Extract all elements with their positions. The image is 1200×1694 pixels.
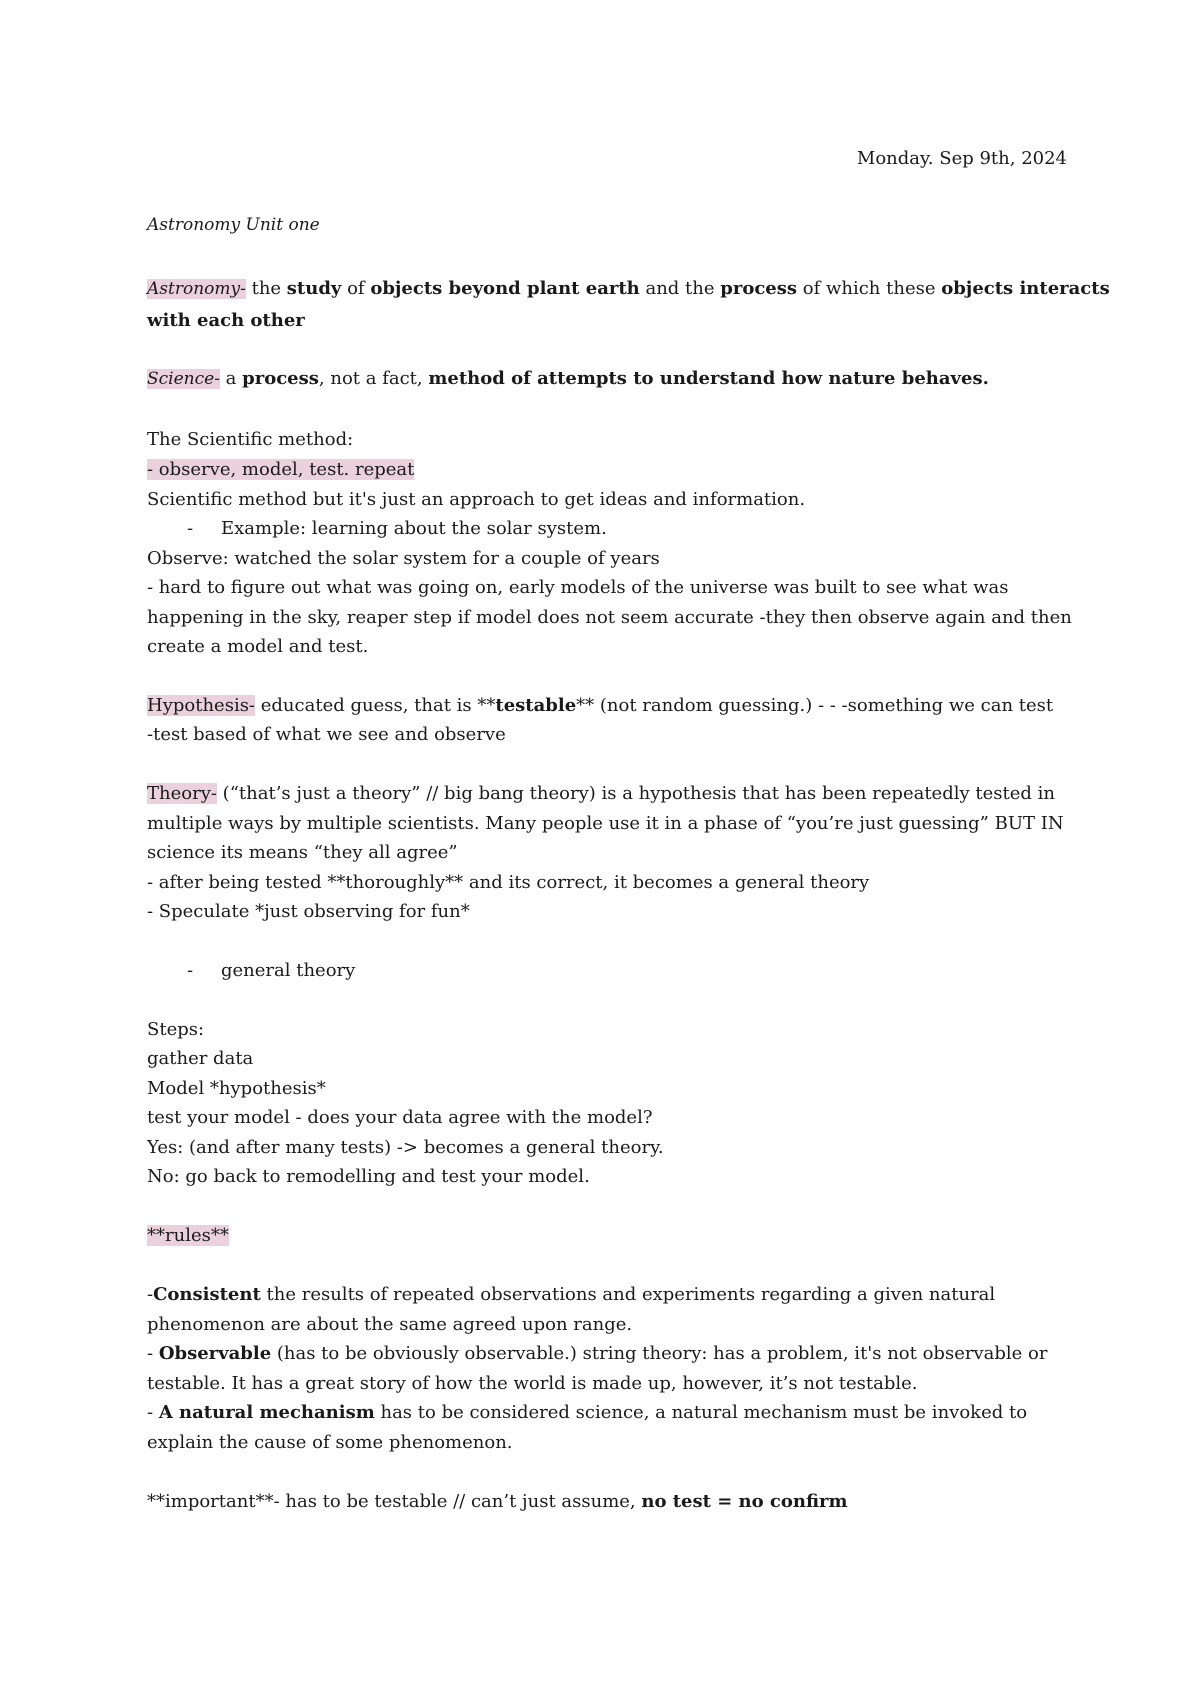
text: a xyxy=(219,368,243,389)
rule-observable xyxy=(147,1343,1047,1365)
text: **important**- has to be testable // can’t just assume, xyxy=(147,1491,642,1512)
theory-line: science its means “they all agree” xyxy=(147,842,458,863)
bullet-text: Example: learning about the solar system. xyxy=(221,518,607,539)
bold-text: process xyxy=(242,368,319,389)
steps-item: gather data xyxy=(147,1048,254,1069)
text: - xyxy=(147,1343,159,1364)
page-title: Astronomy Unit one xyxy=(147,215,320,235)
rule-line: testable. It has a great story of how the world is made up, however, it’s not testable. xyxy=(147,1373,918,1394)
highlighted-text: **rules** xyxy=(147,1225,229,1246)
theory-line: multiple ways by multiple scientists. Many people use it in a phase of “you’re just guessing” BUT IN xyxy=(147,813,1064,834)
bullet-dash: - xyxy=(187,960,194,981)
method-highlight xyxy=(147,459,414,481)
rule-line: explain the cause of some phenomenon. xyxy=(147,1432,513,1453)
bold-text: A natural mechanism xyxy=(158,1402,375,1423)
theory-definition xyxy=(147,783,1055,805)
text: , not a fact, xyxy=(318,368,429,389)
theory-line: - Speculate *just observing for fun* xyxy=(147,901,470,922)
bold-text: objects interacts xyxy=(941,278,1110,299)
method-heading: The Scientific method: xyxy=(147,429,354,450)
text: - xyxy=(147,1402,159,1423)
rule-consistent xyxy=(147,1284,995,1306)
bold-text: with each other xyxy=(147,310,305,331)
hypothesis-term: Hypothesis- xyxy=(147,695,256,716)
text: educated guess, that is ** xyxy=(255,695,496,716)
science-definition xyxy=(147,368,989,390)
steps-item: Model *hypothesis* xyxy=(147,1078,326,1099)
bold-text: study xyxy=(286,278,342,299)
text: (has to be obviously observable.) string theory: has a problem, it's not observable or xyxy=(271,1343,1048,1364)
steps-item: test your model - does your data agree with the model? xyxy=(147,1107,653,1128)
method-line: happening in the sky, reaper step if model does not seem accurate -they then observe again and then xyxy=(147,607,1072,628)
theory-bullet xyxy=(147,960,355,982)
hypothesis-definition xyxy=(147,695,1053,717)
astronomy-definition-line2 xyxy=(147,310,305,332)
method-bullet xyxy=(147,518,607,540)
steps-heading: Steps: xyxy=(147,1019,205,1040)
method-line: create a model and test. xyxy=(147,636,369,657)
science-term: Science- xyxy=(147,369,220,389)
bold-text: process xyxy=(720,278,798,299)
hypothesis-line: -test based of what we see and observe xyxy=(147,724,506,745)
important-note xyxy=(147,1491,848,1513)
method-line: Scientific method but it's just an approach to get ideas and information. xyxy=(147,489,806,510)
steps-item: No: go back to remodelling and test your model. xyxy=(147,1166,590,1187)
rule-natural-mechanism xyxy=(147,1402,1027,1424)
bold-text: method of attempts to understand how nature behaves. xyxy=(428,368,989,389)
text: (“that’s just a theory” // big bang theory) is a hypothesis that has been repeatedly tested in xyxy=(216,783,1055,804)
astronomy-term: Astronomy- xyxy=(147,279,246,299)
rules-heading xyxy=(147,1225,229,1247)
text: of which these xyxy=(797,278,942,299)
text: the xyxy=(245,278,287,299)
highlighted-text: - observe, model, test. repeat xyxy=(147,459,415,480)
date-line: Monday. Sep 9th, 2024 xyxy=(856,148,1067,169)
steps-item: Yes: (and after many tests) -> becomes a general theory. xyxy=(147,1137,664,1158)
bold-text: objects beyond plant earth xyxy=(370,278,640,299)
bold-text: Observable xyxy=(158,1343,272,1364)
text: of xyxy=(341,278,371,299)
text: and the xyxy=(639,278,721,299)
bold-text: no test = no confirm xyxy=(641,1491,848,1512)
method-line: Observe: watched the solar system for a couple of years xyxy=(147,548,660,569)
text: - xyxy=(147,1284,154,1305)
bold-text: Consistent xyxy=(153,1284,261,1305)
method-line: - hard to figure out what was going on, early models of the universe was built to see what was xyxy=(147,577,1009,598)
text: has to be considered science, a natural mechanism must be invoked to xyxy=(374,1402,1028,1423)
bold-text: testable xyxy=(495,695,577,716)
theory-line: - after being tested **thoroughly** and its correct, it becomes a general theory xyxy=(147,872,870,893)
rule-line: phenomenon are about the same agreed upon range. xyxy=(147,1314,633,1335)
bullet-dash: - xyxy=(187,518,194,539)
text: the results of repeated observations and experiments regarding a given natural xyxy=(260,1284,996,1305)
astronomy-definition xyxy=(147,278,1110,300)
bullet-text: general theory xyxy=(221,960,356,981)
text: ** (not random guessing.) - - -something we can test xyxy=(576,695,1054,716)
theory-term: Theory- xyxy=(147,783,217,804)
